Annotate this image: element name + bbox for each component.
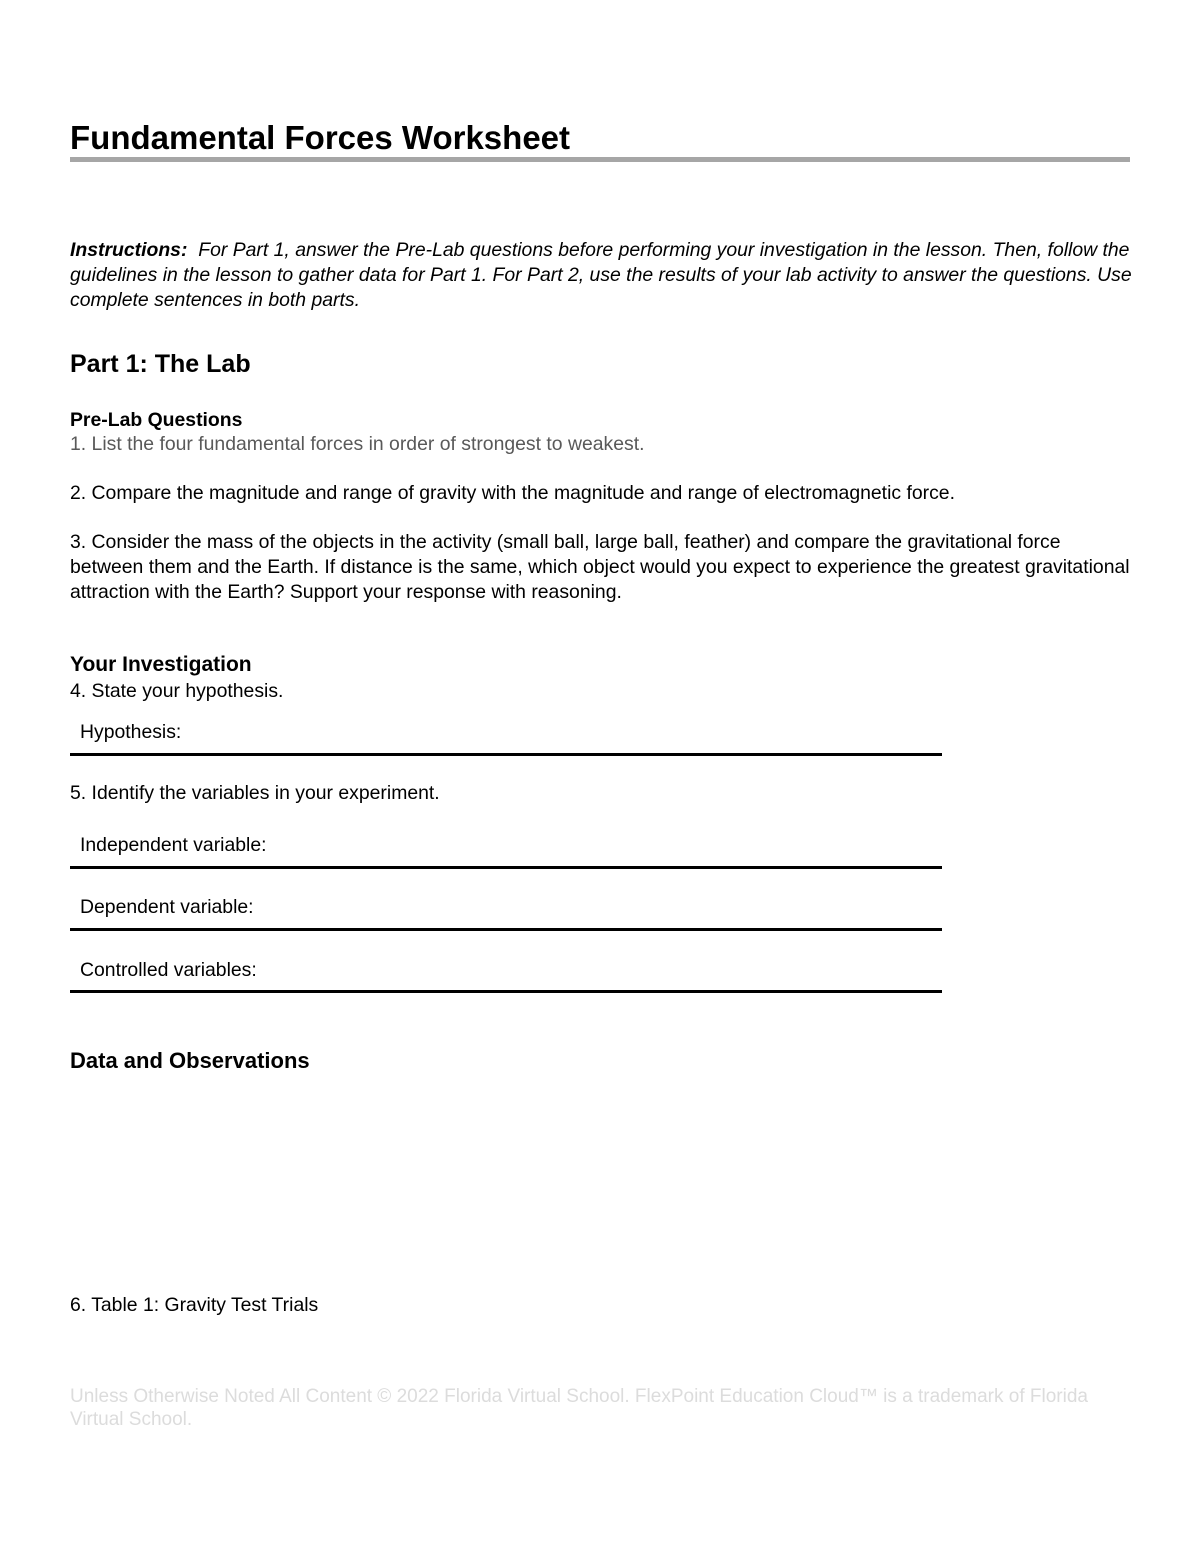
controlled-variables-answer-line[interactable] [70, 990, 942, 993]
instructions-text: For Part 1, answer the Pre-Lab questions before performing your investigation in the lesson. Then, follow the guidelines in the lesson to gather data for Part 1. For Part 2, use the results of your lab activity to answer the questions. Use complete sentences in both parts. [70, 239, 1132, 311]
independent-variable-answer-line[interactable] [70, 866, 942, 869]
hypothesis-answer-line[interactable] [70, 753, 942, 756]
controlled-variables-label: Controlled variables: [80, 959, 257, 981]
prelab-question-2: 2. Compare the magnitude and range of gravity with the magnitude and range of electromagnetic force. [70, 482, 955, 504]
title-divider [70, 157, 1130, 162]
instructions-label: Instructions: [70, 239, 188, 261]
dependent-variable-answer-line[interactable] [70, 928, 942, 931]
prelab-question-3: 3. Consider the mass of the objects in the activity (small ball, large ball, feather) and compare the gravitational force between them and the Earth. If distance is the same, which object would you expect to experience the greatest gravitational attraction with the Earth? Support your response with reasoning. [70, 531, 1130, 603]
part1-heading: Part 1: The Lab [70, 350, 251, 378]
independent-variable-label: Independent variable: [80, 834, 267, 856]
instructions [70, 238, 1135, 313]
dependent-variable-label: Dependent variable: [80, 896, 254, 918]
copyright-footer: Unless Otherwise Noted All Content © 2022 Florida Virtual School. FlexPoint Education Cloud™ is a trademark of Florida Virtual School. [70, 1386, 1088, 1430]
page-title: Fundamental Forces Worksheet [70, 119, 571, 156]
investigation-heading: Your Investigation [70, 653, 252, 676]
question-5: 5. Identify the variables in your experiment. [70, 782, 440, 804]
question-6: 6. Table 1: Gravity Test Trials [70, 1294, 319, 1316]
prelab-heading: Pre-Lab Questions [70, 409, 243, 431]
question-4: 4. State your hypothesis. [70, 680, 284, 702]
prelab-question-1: 1. List the four fundamental forces in order of strongest to weakest. [70, 433, 645, 455]
data-observations-heading: Data and Observations [70, 1048, 310, 1073]
hypothesis-label: Hypothesis: [80, 721, 182, 743]
